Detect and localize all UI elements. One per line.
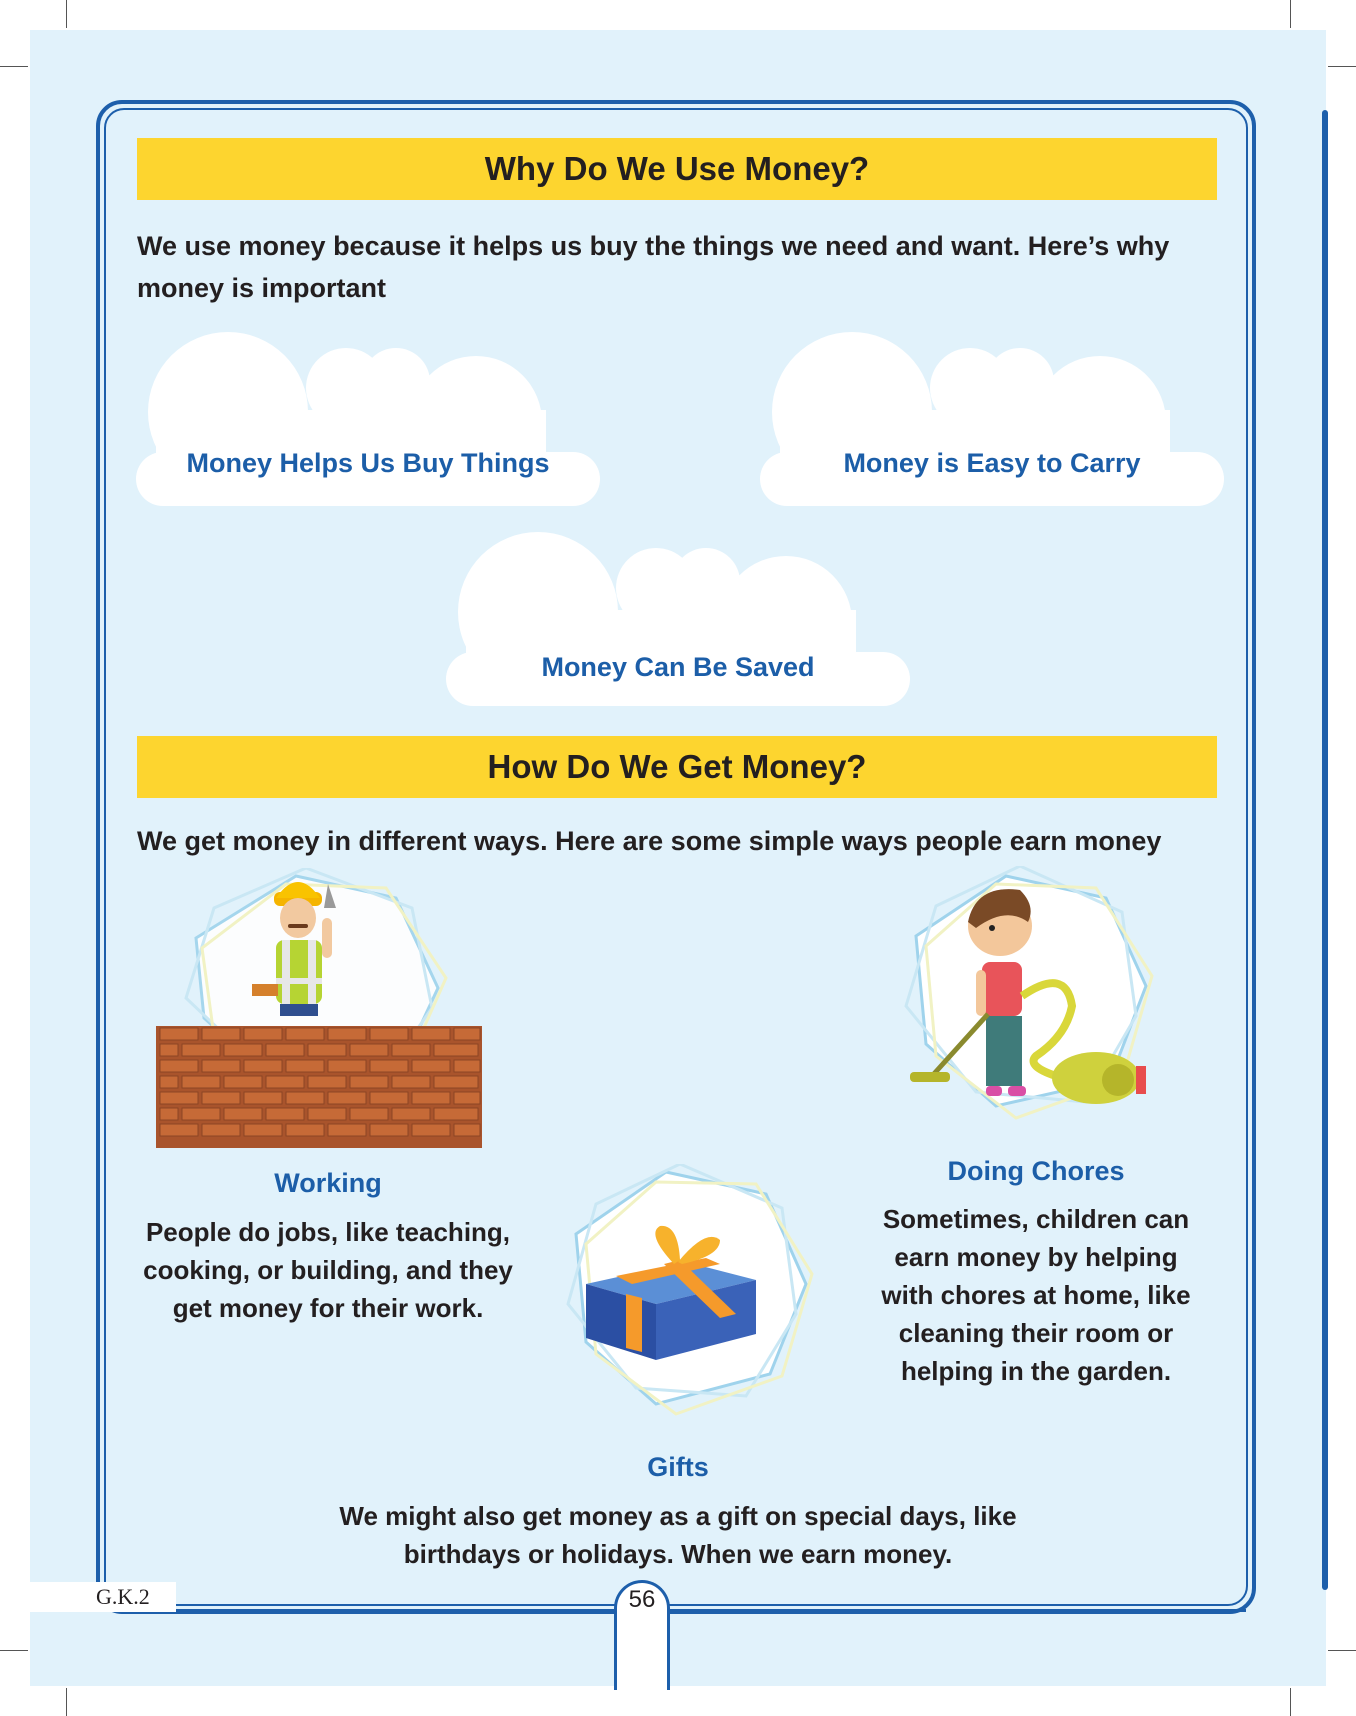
intro-paragraph-why: [137, 225, 1227, 309]
item-description-doing-chores: [836, 1200, 1236, 1390]
crop-mark: [0, 66, 28, 67]
cloud-can-be-saved: [446, 530, 910, 706]
description-line: We might also get money as a gift on special days, like: [339, 1501, 1017, 1531]
section-heading-why: Why Do We Use Money?: [137, 138, 1217, 200]
section-heading-how: How Do We Get Money?: [137, 736, 1217, 798]
description-line: earn money by helping: [894, 1242, 1178, 1272]
page-edge-strip: [1322, 110, 1328, 1590]
crop-mark: [1328, 66, 1356, 67]
description-line: Sometimes, children can: [882, 1204, 1190, 1234]
child-vacuuming-icon: [896, 866, 1156, 1136]
intro-paragraph-how: We get money in different ways. Here are some simple ways people earn money: [137, 826, 1162, 856]
description-line: with chores at home, like: [881, 1280, 1191, 1310]
item-title-gifts: Gifts: [647, 1452, 709, 1482]
description-line: birthdays or holidays. When we earn money.: [403, 1539, 953, 1569]
description-line: cleaning their room or: [898, 1318, 1174, 1348]
description-line: People do jobs, like teaching,: [145, 1217, 511, 1247]
cloud-label: Money Helps Us Buy Things: [186, 448, 550, 478]
item-description-gifts: [238, 1497, 1118, 1573]
crop-mark: [66, 0, 67, 28]
intro-line: money is important: [137, 273, 387, 303]
item-title-doing-chores: Doing Chores: [947, 1156, 1125, 1186]
intro-line: We use money because it helps us buy the things we need and want. Here’s why: [137, 231, 1170, 261]
page-number: 56: [628, 1586, 656, 1613]
description-line: cooking, or building, and they: [143, 1255, 513, 1285]
footer-rule: [176, 1609, 1246, 1612]
crop-mark: [1290, 0, 1291, 28]
gift-box-icon: [556, 1164, 818, 1424]
description-line: get money for their work.: [172, 1293, 484, 1323]
construction-worker-icon: [156, 868, 482, 1148]
cloud-easy-to-carry: [760, 330, 1224, 506]
description-line: helping in the garden.: [900, 1356, 1172, 1386]
cloud-label: Money Can Be Saved: [541, 652, 815, 682]
item-description-working: [118, 1213, 538, 1327]
book-code: G.K.2: [30, 1582, 176, 1612]
cloud-label: Money is Easy to Carry: [843, 448, 1141, 478]
crop-mark: [1290, 1688, 1291, 1716]
cloud-shape: [136, 330, 600, 506]
crop-mark: [66, 1688, 67, 1716]
cloud-shape: [760, 330, 1224, 506]
cloud-buy-things: [136, 330, 600, 506]
crop-mark: [0, 1650, 28, 1651]
crop-mark: [1328, 1650, 1356, 1651]
item-title-working: Working: [274, 1168, 382, 1198]
